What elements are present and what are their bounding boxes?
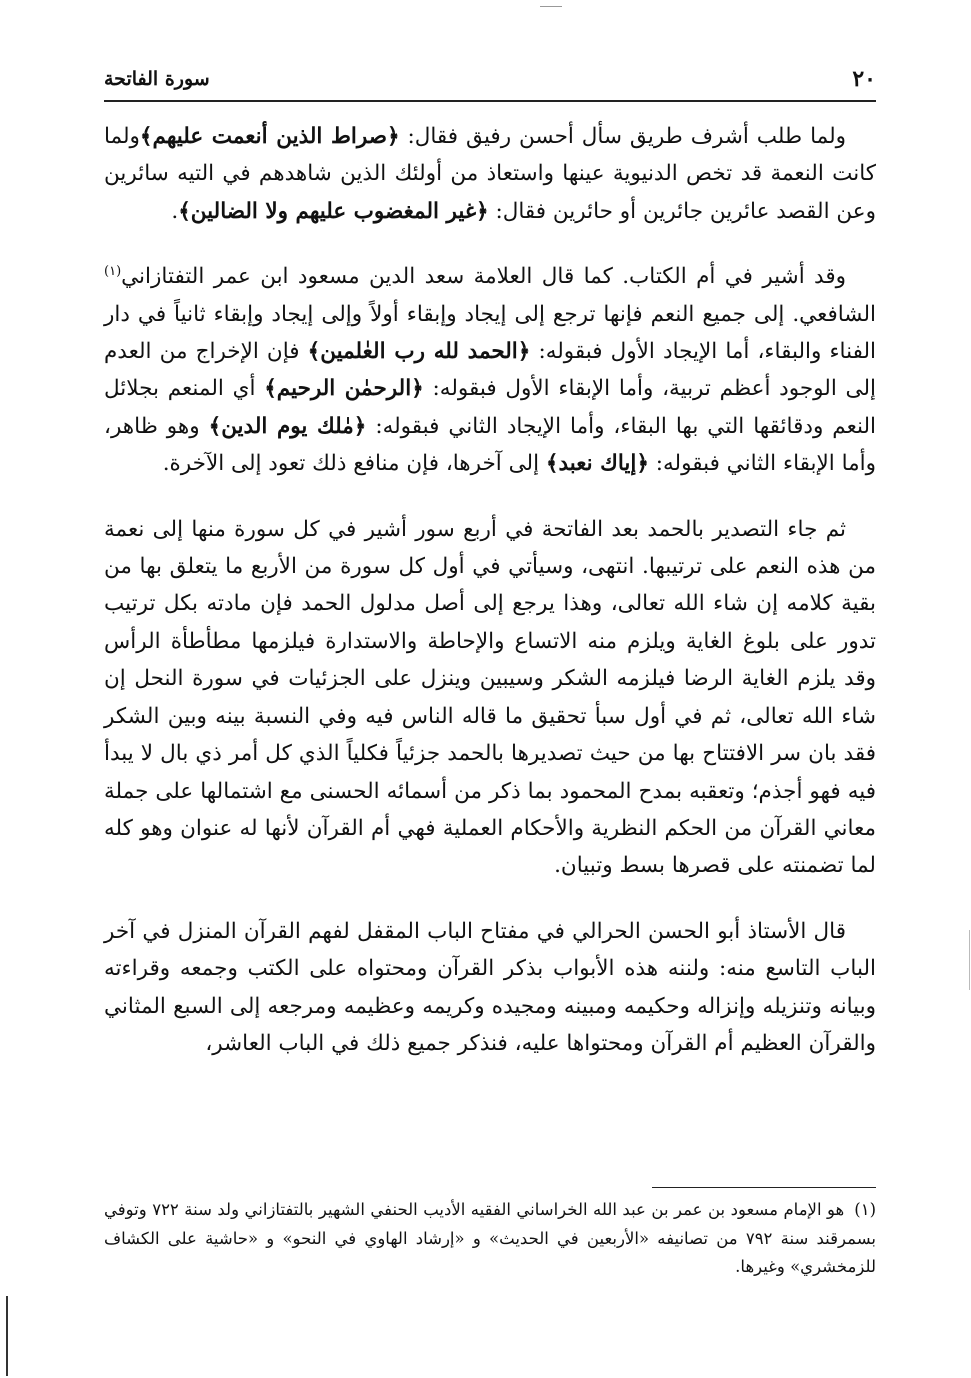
paragraph-text: . <box>171 198 179 224</box>
paragraph <box>104 118 876 230</box>
quran-quote: ﴿إياك نعبد﴾ <box>545 451 649 477</box>
paragraph-text: وهو ظاهر، وأما الإبقاء الثاني فبقوله: <box>104 413 876 477</box>
running-header <box>104 64 876 102</box>
footnote-ref: (١) <box>104 264 122 280</box>
scan-edge-line <box>6 1296 8 1376</box>
quran-quote: ﴿الحمد لله رب العٰلمين﴾ <box>307 339 531 365</box>
footnote-text: هو الإمام مسعود بن عمر بن عبد الله الخراساني الفقيه الأديب الحنفي الشهير بالتفتازاني ولد سنة ٧٢٢ وتوفي بسمرقند سنة ٧٩٢ من تصانيفه «الأربعين في الحديث» و «إرشاد الهاوي في النحو» و «حاشية على الكشاف للزمخشري» وغيرها. <box>104 1200 876 1276</box>
scan-mark <box>540 6 562 7</box>
paragraph <box>104 258 876 482</box>
page-number: ٢٠ <box>852 66 876 92</box>
paragraph-text: الشافعي. إلى جميع النعم فإنها ترجع إلى إيجاد وإبقاء أولاً وإلى إيجاد وإبقاء ثانياً في دار الفناء والبقاء، أما الإيجاد الأول فبقوله: <box>104 301 876 365</box>
paragraph-text: فإن الإخراج من العدم إلى الوجود أعظم تربية، وأما الإبقاء الأول فبقوله: <box>104 339 877 402</box>
surah-title: سورة الفاتحة <box>104 68 210 90</box>
quran-quote: ﴿غير المغضوب عليهم ولا الضالين﴾ <box>178 198 489 224</box>
paragraph-text: ولما كانت النعمة قد تخص الدنيوية عينها واستعاذ من أولئك الذين شاهدهم في التيه سائرين وعن القصد عائرين جائرين أو حائرين فقال: <box>104 124 876 224</box>
quran-quote: ﴿صراط الذين أنعمت عليهم﴾ <box>139 124 400 149</box>
paragraph <box>104 511 876 885</box>
paragraph-text: وقد أشير في أم الكتاب. كما قال العلامة سعد الدين مسعود ابن عمر التفتازاني <box>121 264 846 290</box>
scan-edge-line <box>969 930 970 990</box>
paragraph <box>104 913 876 1063</box>
footnote <box>104 1196 876 1282</box>
footnote-number: (١) <box>854 1200 876 1219</box>
quran-quote: ﴿مٰلك يوم الدين﴾ <box>208 413 367 439</box>
paragraph-text: إلى آخرها، فإن منافع ذلك تعود إلى الآخرة. <box>162 451 546 477</box>
footnotes <box>104 1196 876 1282</box>
quran-quote: ﴿الرحمٰن الرحيم﴾ <box>264 376 424 402</box>
paragraph-text: ولما طلب أشرف طريق سأل أحسن رفيق فقال: <box>399 124 847 149</box>
paragraph-text: ثم جاء التصدير بالحمد بعد الفاتحة في أربع سور أشير في كل سورة منها إلى نعمة من هذه النعم على ترتيبها. انتهى، وسيأتي في أول كل سورة من الأربع ما يتعلق بها من بقية كلامه إن شاء الله تعالى، وهذا يرجع إلى أصل مدلول الحمد فإن مادته بكل ترتيب تدور على بلوغ الغاية ويلزم منه الاتساع والإحاطة والاستدارة فيلزمها مطأطأة الرأس وقد يلزم الغاية الرضا فيلزمه الشكر وسيبين وينزل على الجزئيات في سورة النحل إن شاء الله تعالى، ثم في أول سبأ تحقيق ما قاله الناس فيه وفي النسبة بينه وبين الشكر فقد بان سر الافتتاح بها من حيث تصديرها بالحمد جزئياً فكلياً الذي كل أمر ذي بال لا يبدأ فيه فهو أجذم؛ وتعقبه بمدح المحمود بما ذكر من أسمائه الحسنى مع اشتمالها على جملة معاني القرآن من الحكم النظرية والأحكام العملية فهي أم القرآن لأنها له عنوان وهو كله لما تضمنته على قصرها بسط وتبيان. <box>104 516 876 879</box>
paragraph-text: أي المنعم بجلائل النعم ودقائقها التي بها البقاء، وأما الإيجاد الثاني فبقوله: <box>104 376 876 439</box>
paragraph-text: قال الأستاذ أبو الحسن الحرالي في مفتاح الباب المقفل لفهم القرآن المنزل في آخر الباب التاسع منه: ولننه هذه الأبواب بذكر القرآن ومحتواه على الكتب وجمعه وقراءته وبيانه وتنزيله وإنزاله وحكيمه ومبينه ومجيده وكريمه وعظيمه ومرجعه إلى السبع المثاني والقرآن العظيم أم القرآن ومحتواها عليه، فنذكر جميع ذلك في الباب العاشر، <box>104 918 876 1056</box>
footnote-divider <box>652 1187 876 1188</box>
main-text <box>104 118 876 1062</box>
